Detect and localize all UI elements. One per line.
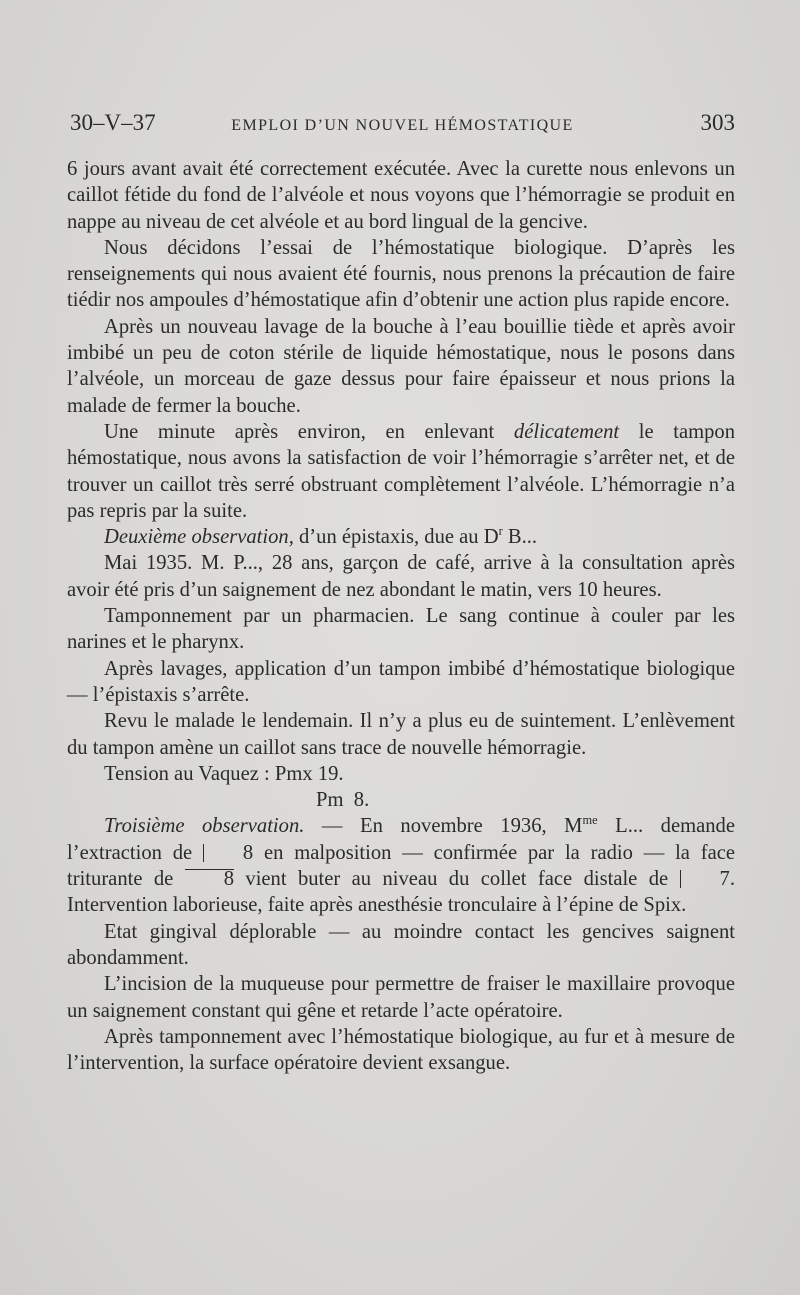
emphasis-delicatement: délicatement [513,420,620,443]
text-run: B... [502,526,538,549]
text-run: Tension au Vaquez : [104,762,275,785]
observation-title: Deuxième observation, [104,526,294,549]
paragraph-lavage: Après un nouveau lavage de la bouche à l’eau bouillie tiède et après avoir imbibé un peu de coton stérile de liquide hémostatique, nous le posons dans l’alvéole, un morceau de gaze dessus pour faire épaisseur et nous prions la malade de fermer la bouche. [67,315,735,417]
heading-second-observation [67,524,735,550]
paragraph-case-intro: Mai 1935. M. P..., 28 ans, garçon de café, arrive à la consultation après avoir été pris d’un saignement de nez abondant le matin, vers 10 heures. [67,552,735,601]
text-run: Pmx 19. [274,762,344,785]
text-run: le tampon hémostatique, nous avons la satisfaction de voir l’hémorragie s’arrêter net, et de trouver un caillot très serré obstruant complètement l’alvéole. L’hémorragie n’a pas repris par la suite. [67,420,735,522]
text-run: vient buter au niveau du collet face distale de [234,868,680,891]
header-date: 30–V–37 [70,110,156,135]
paragraph-hemostatic-trial: Nous décidons l’essai de l’hémostatique biologique. D’après les renseignements qui nous avaient été fournis, nous prenons la précaution de faire tiédir nos ampoules d’hémostatique afin d’obtenir une action plus rapide encore. [67,236,735,312]
paragraph-tension [67,761,735,787]
header-title: EMPLOI D’UN NOUVEL HÉMOSTATIQUE [231,117,574,134]
page-body [67,156,735,1076]
paragraph-third-observation [67,813,735,918]
superscript: r [498,524,503,539]
page-number: 303 [700,110,735,135]
text-run: L... demande l’extraction de [67,815,735,864]
observation-title: Troisième observation. [104,815,305,838]
text-run: — En novembre 1936, M [304,815,583,838]
tooth-notation: 7 [680,870,730,888]
paragraph-continuation: 6 jours avant avait été correctement exécutée. Avec la curette nous enlevons un caillot fétide du fond de l’alvéole et nous voyons que l’hémorragie se produit en nappe au niveau de cet alvéole et au bord lingual de la gencive. [67,158,735,233]
paragraph-incision: L’incision de la muqueuse pour permettre de fraiser le maxillaire provoque un saignement constant qui gêne et retarde l’acte opératoire. [67,973,735,1022]
text-run: en malposition — confirmée par la radio — la face triturante de [67,841,735,891]
paragraph-follow-up: Revu le malade le lendemain. Il n’y a plus eu de suintement. L’enlèvement du tampon amène un caillot sans trace de nouvelle hémorragie. [67,710,735,759]
text-run: . Intervention laborieuse, faite après anesthésie tronculaire à l’épine de Spix. [67,868,735,917]
paragraph-tamponnement: Tamponnement par un pharmacien. Le sang continue à couler par les narines et le pharynx. [67,605,735,654]
running-header [70,108,735,142]
superscript: me [582,813,598,828]
paragraph-gingival: Etat gingival déplorable — au moindre contact les gencives saignent abondamment. [67,920,735,969]
text-run: d’un épistaxis, due au D [293,526,499,549]
paragraph-application: Après lavages, application d’un tampon imbibé d’hémostatique biologique — l’épistaxis s’arrête. [67,657,735,706]
paragraph-result [67,419,735,524]
tooth-notation: 8 [203,844,253,862]
text-run: Une minute après environ, en enlevant [104,420,514,443]
paragraph-outcome: Après tamponnement avec l’hémostatique biologique, au fur et à mesure de l’intervention, la surface opératoire devient exsangue. [67,1025,735,1075]
tooth-notation: 8 [185,869,234,888]
paragraph-pm: Pm 8. [316,789,370,812]
